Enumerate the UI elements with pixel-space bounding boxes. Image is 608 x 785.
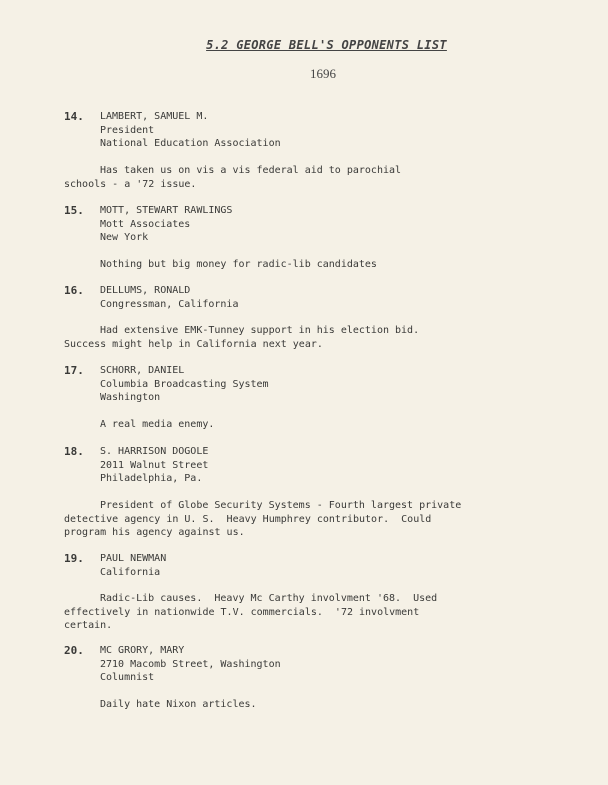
comment-line: Had extensive EMK-Tunney support in his election bid. [100, 325, 420, 336]
comment-line: President of Globe Security Systems - Fourth largest private [100, 500, 462, 511]
comment-line: detective agency in U. S. Heavy Humphrey contributor. Could [64, 513, 432, 525]
entry-detail-line: National Education Association [100, 138, 281, 149]
entry-detail-line: Columbia Broadcasting System [100, 378, 269, 390]
entry-name: SCHORR, DANIEL [100, 365, 185, 376]
entry-comment [64, 698, 504, 712]
entry-number: 20. [64, 644, 84, 657]
entry-comment [64, 592, 504, 633]
entry-name: MC GRORY, MARY [100, 645, 185, 656]
entry-detail-line: Washington [100, 392, 161, 403]
entry-number: 18. [64, 445, 84, 458]
comment-line: Success might help in California next year. [64, 338, 323, 350]
entry-name: S. HARRISON DOGOLE [100, 446, 209, 457]
comment-line: effectively in nationwide T.V. commercials. '72 involvment [64, 606, 420, 618]
entry-number: 16. [64, 284, 84, 297]
comment-line: Radic-Lib causes. Heavy Mc Carthy involvment '68. Used [100, 593, 438, 604]
entry-detail-line: Mott Associates [100, 218, 191, 230]
comment-line: Nothing but big money for radic-lib candidates [100, 259, 377, 270]
comment-line: Daily hate Nixon articles. [100, 699, 257, 710]
entry-name: PAUL NEWMAN [100, 553, 167, 564]
entry-name: MOTT, STEWART RAWLINGS [100, 205, 233, 216]
entry-detail-line: New York [100, 232, 149, 243]
comment-line: A real media enemy. [100, 419, 215, 430]
entry-comment [64, 258, 504, 272]
entry-comment [64, 418, 504, 432]
entry-comment [64, 324, 504, 351]
entry-detail-line: Columnist [100, 672, 155, 683]
comment-line: Has taken us on vis a vis federal aid to parochial [100, 165, 402, 176]
document-title: 5.2 GEORGE BELL'S OPPONENTS LIST [206, 38, 447, 52]
entry-comment [64, 164, 504, 191]
entry-detail-line: California [100, 566, 161, 578]
entry-name: LAMBERT, SAMUEL M. [100, 111, 209, 122]
page-number: 1696 [310, 66, 336, 81]
entry-number: 17. [64, 364, 84, 377]
comment-line: program his agency against us. [64, 527, 245, 538]
entry-detail-line: 2011 Walnut Street [100, 459, 209, 471]
entry-number: 19. [64, 552, 84, 565]
entry-number: 14. [64, 110, 84, 123]
entry-detail-line: Philadelphia, Pa. [100, 473, 203, 484]
entry-detail-line: 2710 Macomb Street, Washington [100, 658, 281, 670]
comment-line: schools - a '72 issue. [64, 178, 197, 190]
comment-line: certain. [64, 620, 113, 631]
entry-detail-line: Congressman, California [100, 298, 239, 310]
entry-name: DELLUMS, RONALD [100, 285, 191, 296]
entry-number: 15. [64, 204, 84, 217]
entry-comment [64, 499, 504, 540]
entry-detail-line: President [100, 124, 155, 136]
